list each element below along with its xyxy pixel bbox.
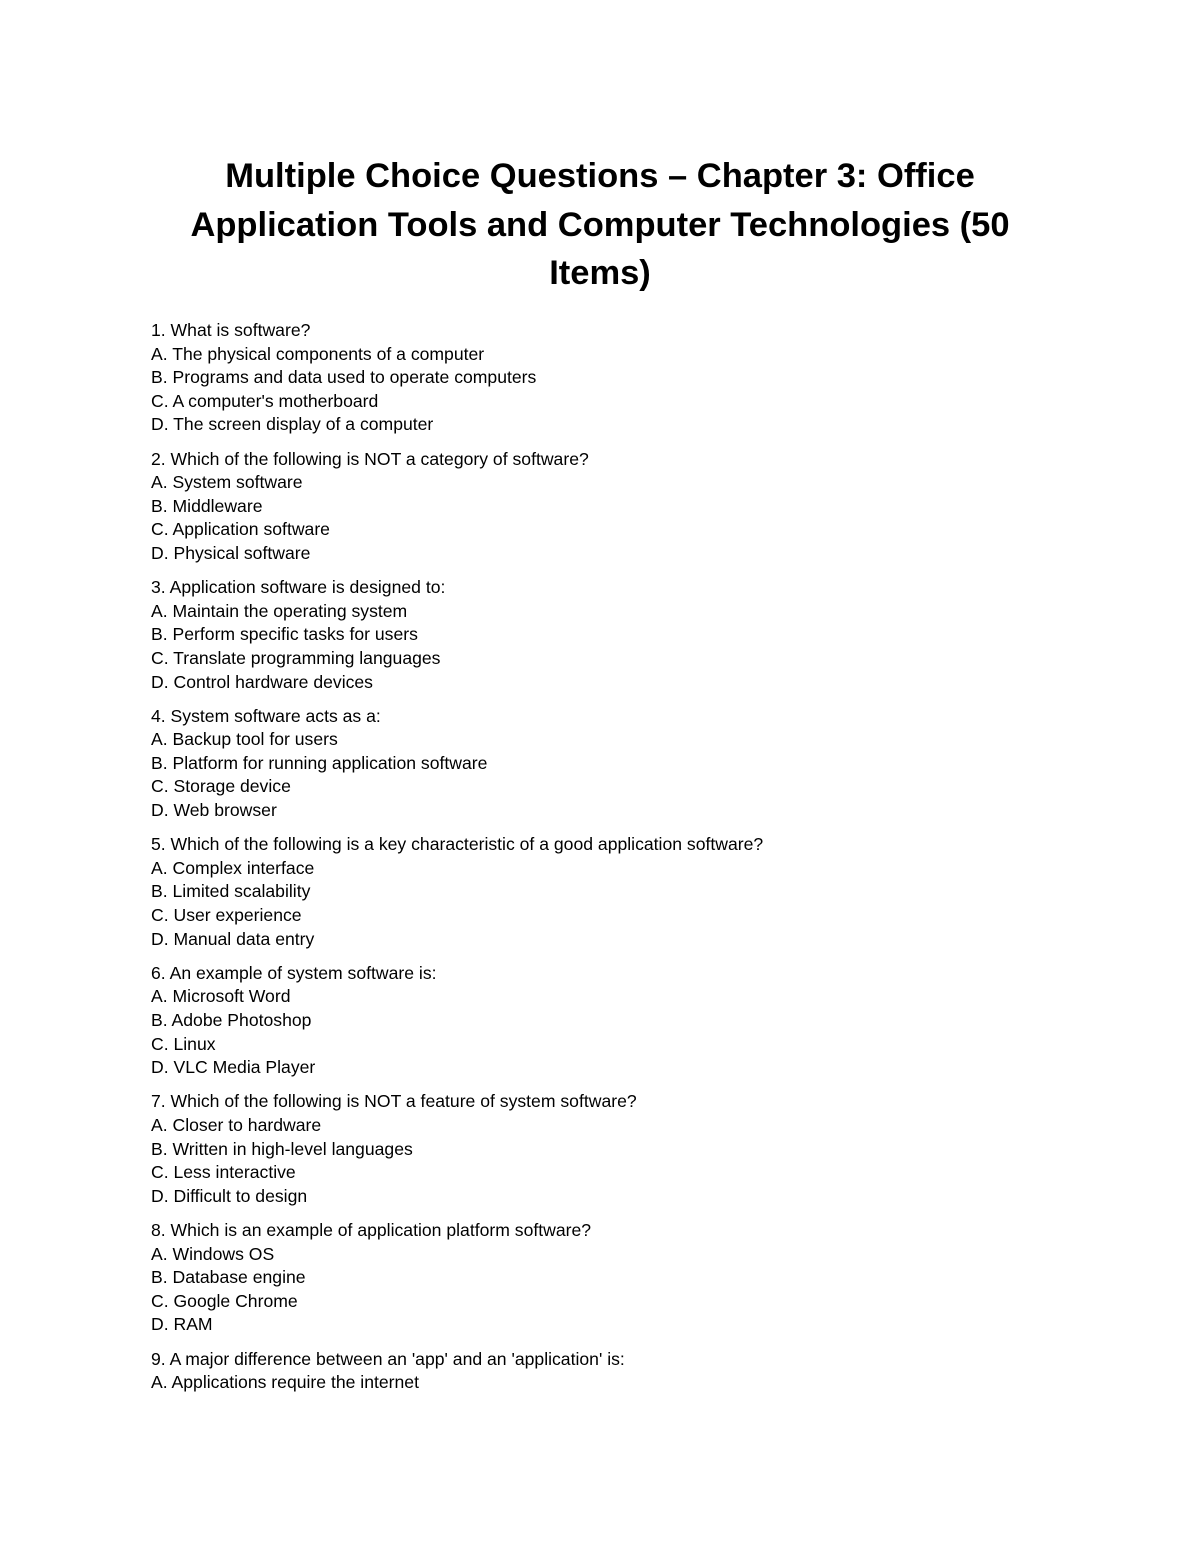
option-b: B. Database engine (151, 1267, 306, 1288)
option-c: C. User experience (151, 905, 302, 926)
page-title: Multiple Choice Questions – Chapter 3: Office Application Tools and Computer Technologies (50 Items) (190, 157, 1010, 292)
question-2 (151, 448, 1051, 566)
option-b: B. Limited scalability (151, 881, 311, 902)
option-c: C. Application software (151, 519, 330, 540)
option-a: A. System software (151, 472, 303, 493)
question-6 (151, 962, 1051, 1080)
option-a: A. Applications require the internet (151, 1372, 419, 1393)
option-b: B. Middleware (151, 495, 263, 516)
question-text: 9. A major difference between an 'app' and an 'application' is: (151, 1348, 625, 1369)
question-8 (151, 1219, 1051, 1337)
option-d: D. Manual data entry (151, 928, 315, 949)
option-a: A. Maintain the operating system (151, 600, 408, 621)
question-7 (151, 1090, 1051, 1208)
question-1 (151, 319, 1051, 437)
option-b: B. Written in high-level languages (151, 1138, 413, 1159)
option-c: C. Google Chrome (151, 1290, 298, 1311)
option-a: A. Windows OS (151, 1243, 275, 1264)
option-c: C. Translate programming languages (151, 647, 441, 668)
question-3 (151, 576, 1051, 694)
question-text: 1. What is software? (151, 320, 311, 340)
option-d: D. Difficult to design (151, 1185, 308, 1206)
option-b: B. Perform specific tasks for users (151, 624, 418, 645)
option-a: A. Microsoft Word (151, 986, 291, 1007)
question-text: 7. Which of the following is NOT a feature of system software? (151, 1091, 637, 1112)
question-text: 3. Application software is designed to: (151, 577, 446, 598)
question-text: 4. System software acts as a: (151, 705, 381, 726)
option-a: A. Backup tool for users (151, 729, 338, 750)
option-d: D. The screen display of a computer (151, 414, 434, 435)
option-a: A. The physical components of a computer (151, 343, 485, 364)
question-text: 2. Which of the following is NOT a category of software? (151, 448, 589, 469)
option-d: D. VLC Media Player (151, 1057, 316, 1078)
question-text: 6. An example of system software is: (151, 962, 437, 983)
option-d: D. Web browser (151, 800, 277, 821)
option-d: D. Physical software (151, 542, 311, 563)
question-4 (151, 705, 1051, 823)
question-text: 8. Which is an example of application platform software? (151, 1219, 592, 1240)
question-list (151, 319, 1051, 1405)
question-9 (151, 1348, 1051, 1395)
option-b: B. Platform for running application software (151, 752, 488, 773)
question-5 (151, 833, 1051, 951)
option-c: C. Storage device (151, 776, 291, 797)
option-b: B. Adobe Photoshop (151, 1010, 312, 1030)
option-b: B. Programs and data used to operate computers (151, 367, 537, 388)
option-a: A. Complex interface (151, 857, 315, 878)
option-c: C. A computer's motherboard (151, 390, 379, 411)
option-c: C. Less interactive (151, 1162, 296, 1183)
option-d: D. RAM (151, 1314, 213, 1335)
option-c: C. Linux (151, 1033, 216, 1054)
option-d: D. Control hardware devices (151, 671, 373, 692)
option-a: A. Closer to hardware (151, 1114, 322, 1135)
question-text: 5. Which of the following is a key characteristic of a good application software? (151, 834, 764, 855)
